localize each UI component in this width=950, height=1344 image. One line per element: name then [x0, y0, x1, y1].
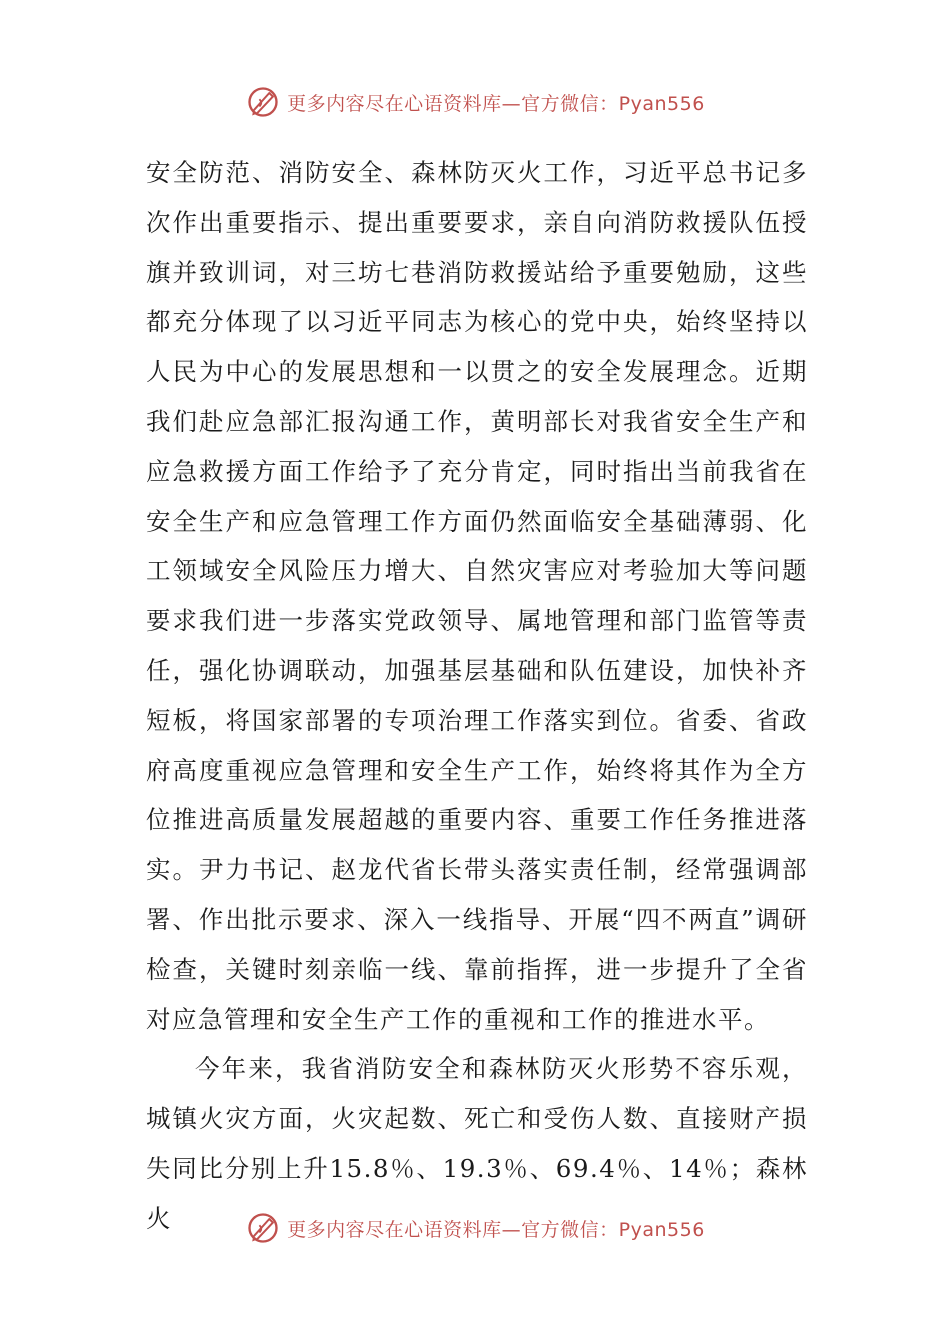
paragraph-2: 今年来，我省消防安全和森林防灭火形势不容乐观，城镇火灾方面，火灾起数、死亡和受伤人数、直接财产损失同比分别上升15.8％、19.3％、69.4％、14％；森林火 — [146, 1054, 808, 1233]
pen-circle-logo-icon — [245, 1210, 281, 1246]
watermark-footer — [0, 1206, 950, 1250]
paragraph-1: 安全防范、消防安全、森林防灭火工作，习近平总书记多次作出重要指示、提出重要要求，亲自向消防救援队伍授旗并致训词，对三坊七巷消防救援站给予重要勉励，这些都充分体现了以习近平同志为核心的党中央，始终坚持以人民为中心的发展思想和一以贯之的安全发展理念。近期我们赴应急部汇报沟通工作，黄明部长对我省安全生产和应急救援方面工作给予了充分肯定，同时指出当前我省在安全生产和应急管理工作方面仍然面临安全基础薄弱、化工领域安全风险压力增大、自然灾害应对考验加大等问题要求我们进一步落实党政领导、属地管理和部门监管等责任，强化协调联动，加强基层基础和队伍建设，加快补齐短板，将国家部署的专项治理工作落实到位。省委、省政府高度重视应急管理和安全生产工作，始终将其作为全方位推进高质量发展超越的重要内容、重要工作任务推进落实。尹力书记、赵龙代省长带头落实责任制，经常强调部署、作出批示要求、深入一线指导、开展“四不两直”调研检查，关键时刻亲临一线、靠前指挥，进一步提升了全省对应急管理和安全生产工作的重视和工作的推进水平。 — [146, 158, 808, 1034]
document-body — [146, 148, 808, 1244]
watermark-text: 更多内容尽在心语资料库—官方微信：Pyan556 — [287, 92, 705, 115]
watermark-text: 更多内容尽在心语资料库—官方微信：Pyan556 — [287, 1218, 705, 1241]
pen-circle-logo-icon — [245, 84, 281, 120]
watermark-header — [0, 80, 950, 124]
